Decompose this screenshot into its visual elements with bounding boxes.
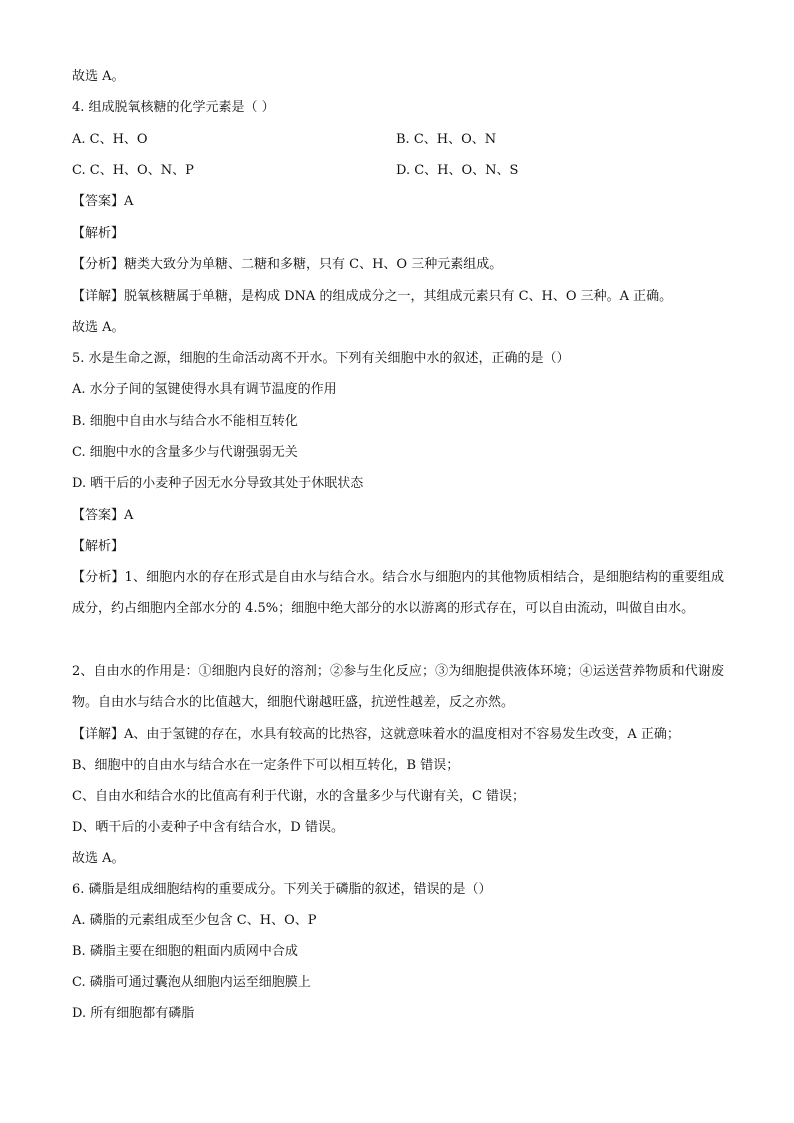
question-6-option-b: B. 磷脂主要在细胞的粗面内质网中合成 — [72, 944, 298, 959]
conclusion-line: 故选 A。 — [72, 69, 125, 84]
question-4-detail: 【详解】脱氧核糖属于单糖，是构成 DNA 的组成成分之一，其组成元素只有 C、H、O 三种。A 正确。 — [72, 289, 673, 304]
question-4-option-d: D. C、H、O、N、S — [396, 163, 519, 178]
question-4-analysis: 【分析】糖类大致分为单糖、二糖和多糖，只有 C、H、O 三种元素组成。 — [72, 257, 503, 272]
question-5-analysis-1: 【分析】1、细胞内水的存在形式是自由水与结合水。结合水与细胞内的其他物质相结合，是细胞结构的重要组成成分，约占细胞内全部水分的 4.5%；细胞中绝大部分的水以游离的形式存在，可以自由流动，叫做自由水。 — [72, 570, 724, 616]
question-4-conclusion: 故选 A。 — [72, 320, 125, 335]
question-4-option-b: B. C、H、O、N — [396, 132, 497, 147]
question-5-detail-d: D、晒干后的小麦种子中含有结合水，D 错误。 — [72, 820, 344, 835]
question-5-detail-c: C、自由水和结合水的比值高有利于代谢，水的含量多少与代谢有关，C 错误； — [72, 789, 526, 804]
question-5-option-d: D. 晒干后的小麦种子因无水分导致其处于休眠状态 — [72, 476, 364, 491]
question-4-option-a: A. C、H、O — [72, 132, 148, 147]
question-4-analysis-heading: 【解析】 — [72, 226, 125, 241]
question-5-detail-b: B、细胞中的自由水与结合水在一定条件下可以相互转化，B 错误； — [72, 758, 460, 773]
question-6-option-a: A. 磷脂的元素组成至少包含 C、H、O、P — [72, 913, 317, 928]
question-4-option-c: C. C、H、O、N、P — [72, 163, 194, 178]
question-5-detail-a: 【详解】A、由于氢键的存在，水具有较高的比热容，这就意味着水的温度相对不容易发生改变，A 正确； — [72, 727, 680, 742]
question-5-option-b: B. 细胞中自由水与结合水不能相互转化 — [72, 414, 298, 429]
question-5-option-a: A. 水分子间的氢键使得水具有调节温度的作用 — [72, 382, 337, 397]
question-5-stem: 5. 水是生命之源，细胞的生命活动离不开水。下列有关细胞中水的叙述，正确的是（） — [72, 351, 570, 366]
question-5-answer: 【答案】A — [72, 508, 134, 523]
question-4-stem: 4. 组成脱氧核糖的化学元素是（ ） — [72, 100, 275, 115]
question-5-conclusion: 故选 A。 — [72, 851, 125, 866]
question-4-answer: 【答案】A — [72, 194, 134, 209]
question-6-stem: 6. 磷脂是组成细胞结构的重要成分。下列关于磷脂的叙述，错误的是（） — [72, 882, 492, 897]
question-5-analysis-heading: 【解析】 — [72, 539, 125, 554]
question-6-option-d: D. 所有细胞都有磷脂 — [72, 1006, 195, 1021]
question-6-option-c: C. 磷脂可通过囊泡从细胞内运至细胞膜上 — [72, 975, 311, 990]
question-5-option-c: C. 细胞中水的含量多少与代谢强弱无关 — [72, 445, 298, 460]
question-5-analysis-2: 2、自由水的作用是：①细胞内良好的溶剂；②参与生化反应；③为细胞提供液体环境；④运送营养物质和代谢废物。自由水与结合水的比值越大，细胞代谢越旺盛，抗逆性越差，反之亦然。 — [72, 664, 724, 710]
